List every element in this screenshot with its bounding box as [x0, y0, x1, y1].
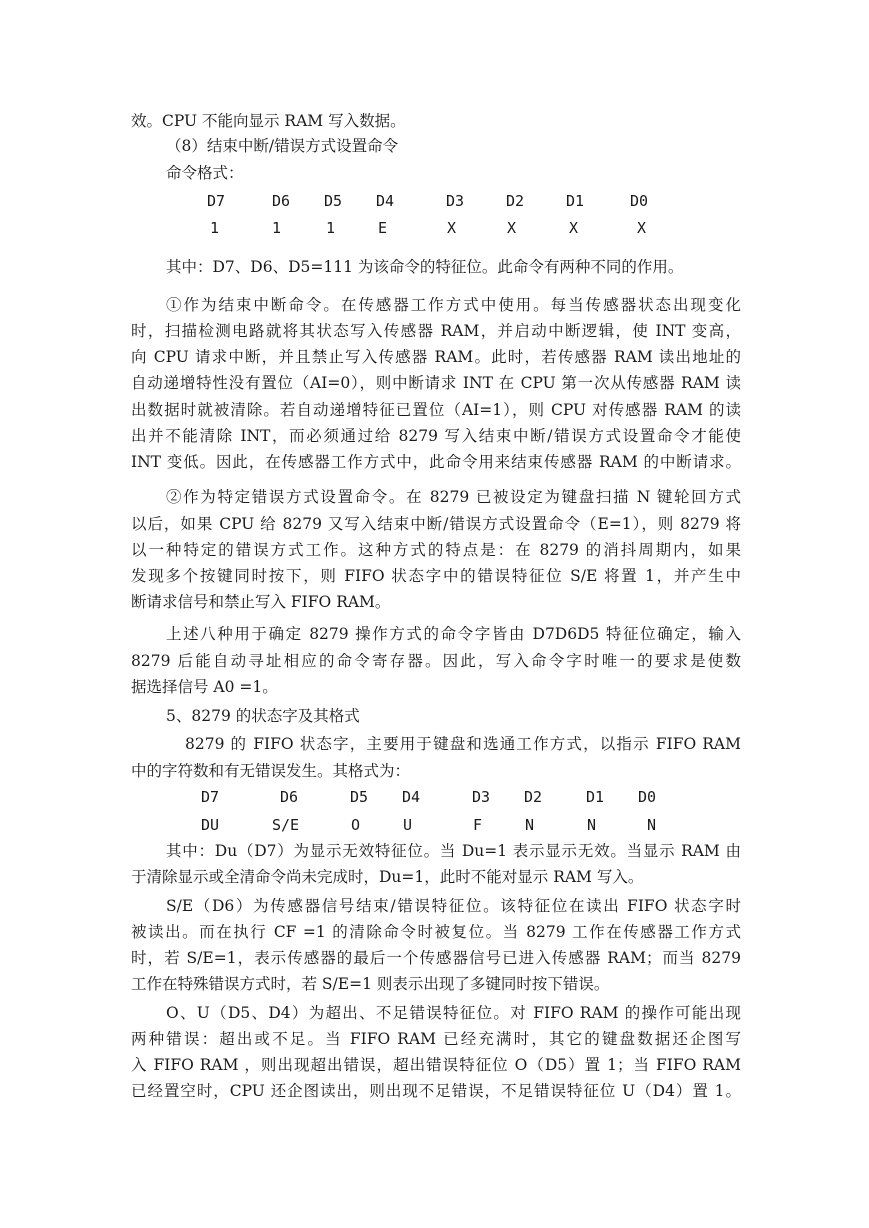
paragraph-line: 被读出。而在执行 CF =1 的清除命令时被复位。当 8279 工作在传感器工作方式 — [131, 923, 741, 941]
bit-name: D3 — [472, 788, 491, 806]
paragraph-line: 出并不能清除 INT，而必须通过给 8279 写入结束中断/错误方式设置命令才能使 — [131, 427, 741, 445]
section5-heading: 5、8279 的状态字及其格式 — [166, 707, 360, 725]
bit-value: 1 — [272, 219, 282, 237]
bit-value: U — [403, 816, 413, 834]
bit-value: DU — [201, 816, 220, 834]
paragraph-line: 工作在特殊错误方式时，若 S/E=1 则表示出现了多键同时按下错误。 — [131, 975, 610, 993]
paragraph-line: 于清除显示或全清命令尚未完成时，Du=1，此时不能对显示 RAM 写入。 — [131, 868, 644, 886]
bit-name: D1 — [586, 788, 605, 806]
bit-name: D6 — [280, 788, 299, 806]
bit-value: X — [447, 219, 457, 237]
paragraph-line: INT 变低。因此，在传感器工作方式中，此命令用来结束传感器 RAM 的中断请求。 — [131, 453, 741, 471]
bit-value: X — [637, 219, 647, 237]
paragraph-line: 入 FIFO RAM ，则出现超出错误，超出错误特征位 O（D5）置 1；当 FIFO RAM — [131, 1056, 741, 1074]
bit-name: D5 — [350, 788, 369, 806]
paragraph-line: 以后，如果 CPU 给 8279 又写入结束中断/错误方式设置命令（E=1），则 8279 将 — [131, 515, 741, 533]
bit-value: N — [525, 816, 535, 834]
bit-name: D0 — [638, 788, 657, 806]
bit-value: N — [647, 816, 657, 834]
bit-value: X — [507, 219, 517, 237]
paragraph-line: 时，扫描检测电路就将其状态写入传感器 RAM，并启动中断逻辑，使 INT 变高， — [131, 322, 741, 340]
bit-name: D0 — [630, 192, 649, 210]
paragraph-line: 据选择信号 A0 =1。 — [131, 678, 278, 696]
bit-value: X — [569, 219, 579, 237]
bit-name: D2 — [506, 192, 525, 210]
paragraph-line: S/E（D6）为传感器信号结束/错误特征位。该特征位在读出 FIFO 状态字时 — [166, 897, 741, 915]
top-fragment: 效。CPU 不能向显示 RAM 写入数据。 — [131, 112, 406, 130]
paragraph-line: 8279 后能自动寻址相应的命令寄存器。因此，写入命令字时唯一的要求是使数 — [131, 652, 741, 670]
bit-value: F — [473, 816, 483, 834]
bit-name: D5 — [324, 192, 343, 210]
bit-value: 1 — [210, 219, 220, 237]
paragraph-line: 中的字符数和有无错误发生。其格式为： — [131, 762, 411, 780]
paragraph-line: O、U（D5、D4）为超出、不足错误特征位。对 FIFO RAM 的操作可能出现 — [166, 1004, 741, 1022]
paragraph-line: 向 CPU 请求中断，并且禁止写入传感器 RAM。此时，若传感器 RAM 读出地址的 — [131, 348, 741, 366]
paragraph-line: 上述八种用于确定 8279 操作方式的命令字皆由 D7D6D5 特征位确定，输入 — [166, 625, 741, 643]
paragraph-line: 时，若 S/E=1，表示传感器的最后一个传感器信号已进入传感器 RAM；而当 8279 — [131, 949, 741, 967]
bit-name: D3 — [446, 192, 465, 210]
paragraph-line: ①作为结束中断命令。在传感器工作方式中使用。每当传感器状态出现变化 — [166, 296, 741, 314]
bit-value: O — [351, 816, 361, 834]
paragraph-line: 以一种特定的错误方式工作。这种方式的特点是：在 8279 的消抖周期内，如果 — [131, 541, 741, 559]
bit-name: D4 — [376, 192, 395, 210]
bit-name: D1 — [566, 192, 585, 210]
bit-value: S/E — [272, 816, 300, 834]
bit-name: D2 — [524, 788, 543, 806]
bit-value: E — [378, 219, 388, 237]
paragraph-line: 出数据时就被清除。若自动递增特征已置位（AI=1），则 CPU 对传感器 RAM 的读 — [131, 401, 741, 419]
paragraph-line: 8279 的 FIFO 状态字，主要用于键盘和选通工作方式，以指示 FIFO RAM — [185, 735, 741, 753]
bit-name: D7 — [207, 192, 226, 210]
paragraph-line: 两种错误：超出或不足。当 FIFO RAM 已经充满时，其它的键盘数据还企图写 — [131, 1030, 741, 1048]
bit-value: 1 — [326, 219, 336, 237]
bit-value: N — [587, 816, 597, 834]
paragraph-line: 已经置空时，CPU 还企图读出，则出现不足错误，不足错误特征位 U（D4）置 1。 — [131, 1082, 741, 1100]
paragraph-line: 断请求信号和禁止写入 FIFO RAM。 — [131, 593, 391, 611]
section8-heading: （8）结束中断/错误方式设置命令 — [166, 137, 399, 155]
bit-name: D4 — [402, 788, 421, 806]
bit-name: D7 — [201, 788, 220, 806]
format-label: 命令格式： — [166, 164, 244, 182]
paragraph-line: 自动递增特性没有置位（AI=0），则中断请求 INT 在 CPU 第一次从传感器 RAM 读 — [131, 374, 741, 392]
paragraph-line: ②作为特定错误方式设置命令。在 8279 已被设定为键盘扫描 N 键轮回方式 — [166, 488, 741, 506]
paragraph-line: 其中：Du（D7）为显示无效特征位。当 Du=1 表示显示无效。当显示 RAM 由 — [166, 842, 741, 860]
section8-note: 其中：D7、D6、D5=111 为该命令的特征位。此命令有两种不同的作用。 — [166, 258, 684, 276]
bit-name: D6 — [272, 192, 291, 210]
paragraph-line: 发现多个按键同时按下，则 FIFO 状态字中的错误特征位 S/E 将置 1，并产生中 — [131, 567, 741, 585]
